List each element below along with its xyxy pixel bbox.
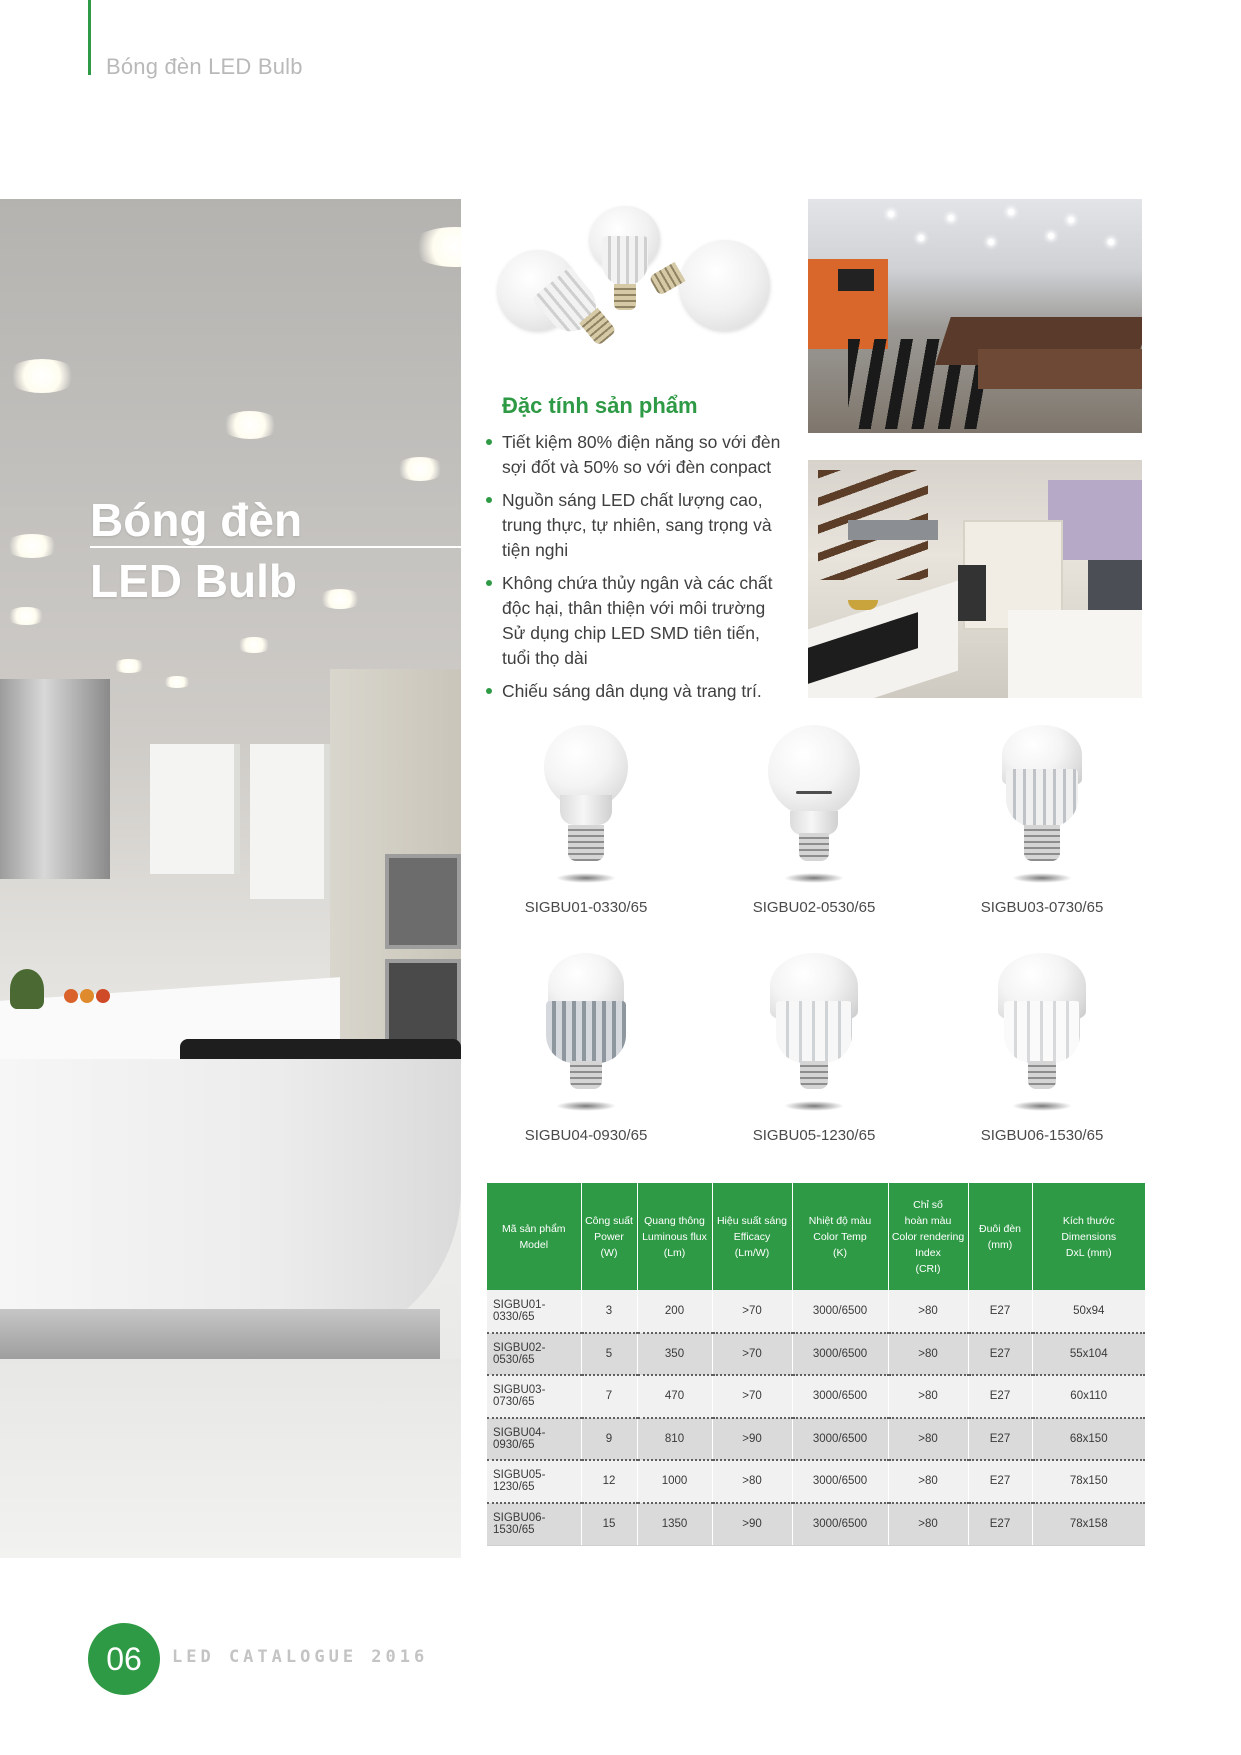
spec-table xyxy=(487,1183,1145,1546)
product-card xyxy=(724,953,904,1144)
product-card xyxy=(496,953,676,1144)
features-list xyxy=(486,430,786,712)
kitchen-interior-photo xyxy=(808,460,1142,698)
table-row: SIGBU03-0730/65 7 470 >70 3000/6500 >80 E27 60x110 xyxy=(487,1375,1145,1418)
header-accent-bar xyxy=(88,0,91,75)
header-cri: Chỉ số hoàn màu Color rendering Index (CRI) xyxy=(888,1183,968,1290)
product-card xyxy=(496,725,676,916)
header-color-temp: Nhiệt độ màu Color Temp (K) xyxy=(792,1183,888,1290)
hero-title xyxy=(90,490,302,611)
header-socket: Đuôi đèn (mm) xyxy=(968,1183,1032,1290)
features-title: Đặc tính sản phẩm xyxy=(502,393,698,418)
section-title: Bóng đèn LED Bulb xyxy=(106,54,303,79)
bullet-icon xyxy=(486,497,492,503)
header-power: Công suất Power (W) xyxy=(581,1183,637,1290)
table-row: SIGBU01-0330/65 3 200 >70 3000/6500 >80 E27 50x94 xyxy=(487,1290,1145,1333)
table-row: SIGBU04-0930/65 9 810 >90 3000/6500 >80 E27 68x150 xyxy=(487,1418,1145,1461)
feature-item: Tiết kiệm 80% điện năng so với đèn sợi đốt và 50% so với đèn conpact xyxy=(486,430,786,480)
product-model-label: SIGBU06-1530/65 xyxy=(980,1127,1104,1144)
spec-table-header-row xyxy=(487,1183,1145,1290)
header-luminous-flux: Quang thông Luminous flux (Lm) xyxy=(637,1183,712,1290)
product-model-label: SIGBU02-0530/65 xyxy=(752,899,876,916)
header-dimensions: Kích thước Dimensions DxL (mm) xyxy=(1032,1183,1145,1290)
header-efficacy: Hiệu suất sáng Efficacy (Lm/W) xyxy=(712,1183,792,1290)
bullet-icon xyxy=(486,688,492,694)
product-card xyxy=(952,953,1132,1144)
conference-room-photo xyxy=(808,199,1142,433)
header-model: Mã sản phẩm Model xyxy=(487,1183,581,1290)
bullet-icon xyxy=(486,580,492,586)
page-number-badge: 06 xyxy=(88,1623,160,1695)
footer-brand: LED CATALOGUE 2016 xyxy=(172,1647,429,1667)
hero-title-divider xyxy=(90,546,461,548)
feature-item: Chiếu sáng dân dụng và trang trí. xyxy=(486,679,786,704)
bulbs-group-photo xyxy=(490,200,790,360)
bulb-icon xyxy=(768,725,860,817)
table-row: SIGBU06-1530/65 15 1350 >90 3000/6500 >80 E27 78x158 xyxy=(487,1503,1145,1546)
product-card xyxy=(952,725,1132,916)
product-card xyxy=(724,725,904,916)
bullet-icon xyxy=(486,439,492,445)
feature-item: Nguồn sáng LED chất lượng cao, trung thực, tự nhiên, sang trọng và tiện nghi xyxy=(486,488,786,563)
product-model-label: SIGBU01-0330/65 xyxy=(524,899,648,916)
product-model-label: SIGBU05-1230/65 xyxy=(752,1127,876,1144)
hero-title-line1: Bóng đèn xyxy=(90,494,303,546)
feature-item: Không chứa thủy ngân và các chất độc hại, thân thiện với môi trường Sử dụng chip LED SMD tiên tiến, tuổi thọ dài xyxy=(486,571,786,671)
product-model-label: SIGBU04-0930/65 xyxy=(524,1127,648,1144)
table-row: SIGBU05-1230/65 12 1000 >80 3000/6500 >80 E27 78x150 xyxy=(487,1460,1145,1503)
hero-title-line2: LED Bulb xyxy=(90,554,297,607)
hero-kitchen-photo xyxy=(0,199,461,1558)
table-row: SIGBU02-0530/65 5 350 >70 3000/6500 >80 E27 55x104 xyxy=(487,1333,1145,1376)
product-model-label: SIGBU03-0730/65 xyxy=(980,899,1104,916)
